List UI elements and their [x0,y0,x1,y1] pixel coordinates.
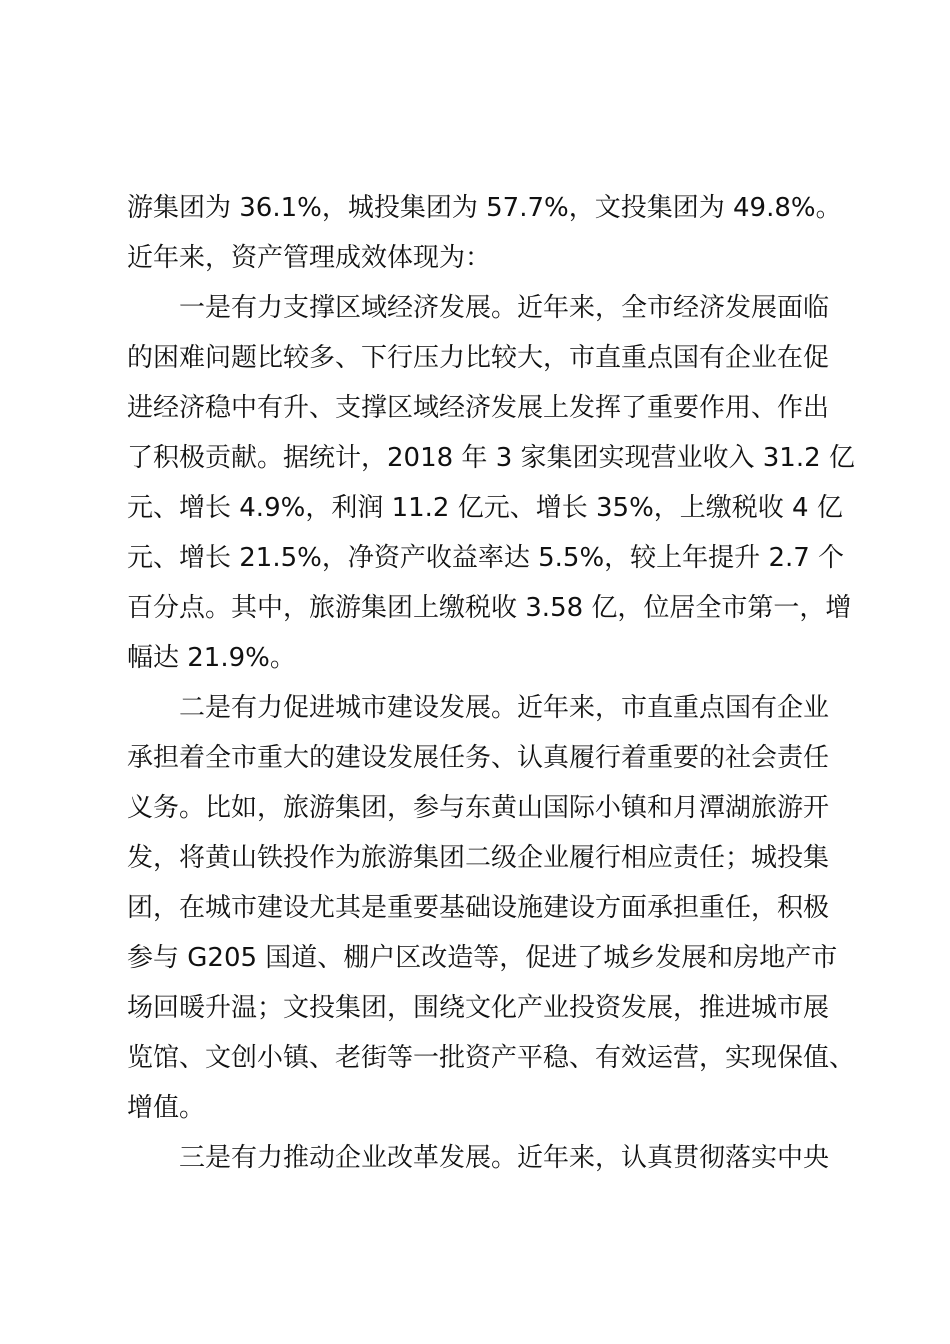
text-line: 近年来，资产管理成效体现为： [127,243,492,273]
text-line: 二是有力促进城市建设发展。近年来，市直重点国有企业 [179,693,830,723]
text-line: 承担着全市重大的建设发展任务、认真履行着重要的社会责任 [127,743,830,773]
text-line: 元、增长 21.5%，净资产收益率达 5.5%，较上年提升 2.7 个 [127,543,845,573]
paragraph-city-construction [127,683,856,1133]
text-line: 百分点。其中，旅游集团上缴税收 3.58 亿，位居全市第一，增 [127,593,852,623]
text-line: 游集团为 36.1%，城投集团为 57.7%，文投集团为 49.8%。 [127,193,842,223]
text-line: 义务。比如，旅游集团，参与东黄山国际小镇和月潭湖旅游开 [127,793,830,823]
text-line: 一是有力支撑区域经济发展。近年来，全市经济发展面临 [179,293,830,323]
continuation-paragraph [127,183,847,283]
text-line: 幅达 21.9%。 [127,643,296,673]
text-line: 团，在城市建设尤其是重要基础设施建设方面承担重任，积极 [127,893,830,923]
text-line: 增值。 [127,1093,206,1123]
text-line: 参与 G205 国道、棚户区改造等，促进了城乡发展和房地产市 [127,943,838,973]
text-line: 三是有力推动企业改革发展。近年来，认真贯彻落实中央 [179,1143,830,1173]
text-line: 进经济稳中有升、支撑区域经济发展上发挥了重要作用、作出 [127,393,830,423]
text-line: 发，将黄山铁投作为旅游集团二级企业履行相应责任；城投集 [127,843,830,873]
document-body [127,183,856,1183]
text-line: 场回暖升温；文投集团，围绕文化产业投资发展，推进城市展 [127,993,830,1023]
text-line: 了积极贡献。据统计，2018 年 3 家集团实现营业收入 31.2 亿 [127,443,855,473]
paragraph-regional-economy [127,283,855,683]
text-line: 元、增长 4.9%，利润 11.2 亿元、增长 35%，上缴税收 4 亿 [127,493,843,523]
text-line: 览馆、文创小镇、老街等一批资产平稳、有效运营，实现保值、 [127,1043,856,1073]
text-line: 的困难问题比较多、下行压力比较大，市直重点国有企业在促 [127,343,830,373]
paragraph-enterprise-reform [127,1133,847,1183]
